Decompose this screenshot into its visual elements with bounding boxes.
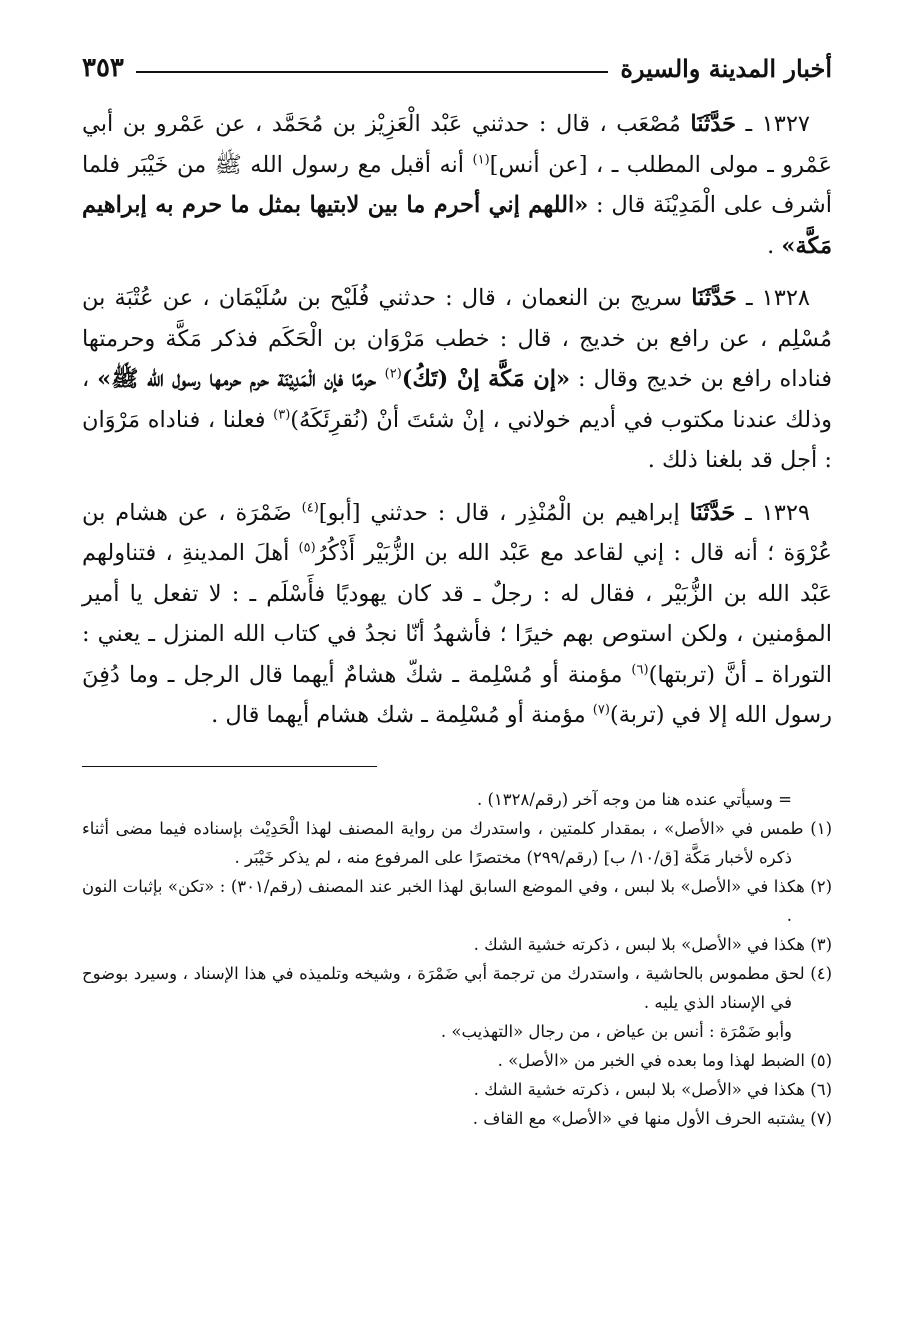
- footnote-item: (٢) هكذا في «الأصل» بلا لبس ، وفي الموضع السابق لهذا الخبر عند المصنف (رقم/٣٠١) : «تكن» بإثبات النون .: [82, 876, 833, 925]
- footnote-item: (١) طمس في «الأصل» ، بمقدار كلمتين ، واستدرك من رواية المصنف لهذا الْحَدِيْث بإسناده فيما مضى أثناء ذكره لأخبار مَكَّة [ق/١٠/ ب] (رقم/٢٩٩) مختصرًا على المرفوع منه ، لم يذكر خَيْبَر .: [82, 818, 832, 867]
- hadith-text: ضَمْرَة ، عن هشام بن عُرْوَة ؛ أنه قال : إني لقاعد مع عَبْد الله بن الزُّبَيْر أَذْكُرُ: [82, 499, 832, 566]
- hadith-text: مؤمنة أو مُسْلِمة ـ شكّ هشامٌ أيهما قال الرجل ـ وما دُفِنَ رسول الله إلا في (تربة): [82, 661, 832, 728]
- hadith-paragraph: ١٣٢٨ ـ حَدَّثَنَا سريج بن النعمان ، قال : حدثني فُلَيْح بن سُلَيْمَان ، عن عُتْبَة بن مُسْلِم ، عن رافع بن خديج ، قال : خطب مَرْوَان بن الْحَكَم فذكر مَكَّة وحرمتها فناداه رافع بن خديج وقال : «إن مَكَّة إنْ (تَكُ)$^{(٢)}$ حرمًا فإن الْمَدِيْنَة حرم حرمها رسول الله ﷺ» ، وذلك عندنا مكتوب في أديم خولاني ، إنْ شئتَ أنْ (نُقرِئَكَهُ)$^{(٣)}$ فعلنا ، فناداه مَرْوَان : أجل قد بلغنا ذلك .: [82, 285, 833, 473]
- hadith-lead-word: حَدَّثَنَا: [691, 285, 737, 311]
- hadith-paragraph: ١٣٢٧ ـ حَدَّثَنَا مُصْعَب ، قال : حدثني عَبْد الْعَزِيْز بن مُحَمَّد ، عن عَمْرو بن أبي عَمْرو ـ مولى المطلب ـ ، [عن أنس]$^{(١)}$ أنه أقبل مع رسول الله ﷺ من خَيْبَر فلما أشرف على الْمَدِيْنَة قال : «اللهم إني أحرم ما بين لابتيها بمثل ما حرم به إبراهيم مَكَّة» .: [82, 111, 833, 259]
- footnote-item: (٧) يشتبه الحرف الأول منها في «الأصل» مع القاف .: [472, 1108, 832, 1128]
- footnote-ref: (٣): [273, 407, 291, 422]
- footnote-item: (٣) هكذا في «الأصل» بلا لبس ، ذكرته خشية الشك .: [473, 934, 832, 954]
- main-text: [82, 104, 832, 736]
- hadith-text: فعلنا ، فناداه مَرْوَان : أجل قد بلغنا ذلك .: [82, 406, 832, 473]
- hadith-lead-word: حَدَّثَنَا: [690, 111, 736, 137]
- hadith-number: ١٣٢٨: [761, 285, 810, 311]
- footnotes: [82, 785, 832, 1133]
- footnote-separator: [82, 766, 377, 767]
- hadith-text: أهلَ المدينةِ ، فتناولهم عَبْد الله بن الزُّبَيْر ، فقال له : رجلٌ ـ قد كان يهوديًا فأَسْلَم ـ : لا تفعل يا أمير المؤمنين ، ولكن استوص بهم خيرًا ؛ فأشهدُ أنّا نجدُ في كتاب الله المنزل ـ يعني : التوراة ـ أنَّ (تربتها): [82, 540, 832, 688]
- hadith-text: إبراهيم بن الْمُنْذِر ، قال : حدثني [أبو]: [318, 499, 690, 526]
- hadith-text: أنه أقبل مع رسول الله ﷺ من خَيْبَر فلما أشرف على الْمَدِيْنَة قال :: [82, 151, 833, 218]
- footnote-ref: (٥): [298, 540, 316, 556]
- footnote-ref: (٧): [592, 702, 610, 718]
- hadith-quote: حرمًا فإن الْمَدِيْنَة حرم حرمها رسول الله ﷺ»: [97, 366, 385, 392]
- hadith-number: ١٣٢٩: [761, 499, 810, 526]
- footnote-item: (٦) هكذا في «الأصل» بلا لبس ، ذكرته خشية الشك .: [473, 1079, 832, 1099]
- hadith-text: .: [767, 232, 782, 259]
- hadith-text: مُصْعَب ، قال : حدثني عَبْد الْعَزِيْز بن مُحَمَّد ، عن عَمْرو بن أبي عَمْرو ـ مولى المطلب ـ ، [عن أنس]: [82, 111, 832, 178]
- footnote-item: (٥) الضبط لهذا وما بعده في الخبر من «الأصل» .: [497, 1050, 832, 1070]
- footnote-ref: (٢): [384, 366, 402, 382]
- header-rule: [136, 71, 608, 73]
- footnote-item: = وسيأتي عنده هنا من وجه آخر (رقم/١٣٢٨) .: [476, 789, 792, 809]
- hadith-quote: «اللهم إني أحرم ما بين لابتيها بمثل ما حرم به إبراهيم مَكَّة»: [82, 192, 832, 259]
- footnote-ref: (٦): [631, 662, 649, 677]
- hadith-text: ، وذلك عندنا مكتوب في أديم خولاني ، إنْ شئتَ أنْ (نُقرِئَكَهُ): [82, 366, 833, 433]
- page-header: [82, 40, 832, 96]
- hadith-paragraph: ١٣٢٩ ـ حَدَّثَنَا إبراهيم بن الْمُنْذِر ، قال : حدثني [أبو]$^{(٤)}$ ضَمْرَة ، عن هشام بن عُرْوَة ؛ أنه قال : إني لقاعد مع عَبْد الله بن الزُّبَيْر أَذْكُرُ$^{(٥)}$ أهلَ المدينةِ ، فتناولهم عَبْد الله بن الزُّبَيْر ، فقال له : رجلٌ ـ قد كان يهوديًا فأَسْلَم ـ : لا تفعل يا أمير المؤمنين ، ولكن استوص بهم خيرًا ؛ فأشهدُ أنّا نجدُ في كتاب الله المنزل ـ يعني : التوراة ـ أنَّ (تربتها)$^{(٦)}$ مؤمنة أو مُسْلِمة ـ شكّ هشامٌ أيهما قال الرجل ـ وما دُفِنَ رسول الله إلا في (تربة)$^{(٧)}$ مؤمنة أو مُسْلِمة ـ شك هشام أيهما قال .: [82, 499, 832, 728]
- footnote-ref: (٤): [301, 500, 319, 515]
- running-title: أخبار المدينة والسيرة: [620, 53, 832, 83]
- hadith-number: ١٣٢٧: [761, 111, 811, 137]
- footnote-ref: (١): [472, 152, 490, 167]
- hadith-text: مؤمنة أو مُسْلِمة ـ شك هشام أيهما قال .: [211, 702, 593, 728]
- hadith-quote: «إن مَكَّة إنْ (تَكُ): [401, 366, 571, 392]
- footnote-item: (٤) لحق مطموس بالحاشية ، واستدرك من ترجمة أبي ضَمْرَة ، وشيخه وتلميذه في هذا الإسناد ، وسيرد بوضوح في الإسناد الذي يليه .: [82, 963, 832, 1012]
- page-number: ٣٥٣: [82, 53, 124, 83]
- hadith-lead-word: حَدَّثَنَا: [689, 499, 736, 526]
- hadith-text: سريج بن النعمان ، قال : حدثني فُلَيْح بن سُلَيْمَان ، عن عُتْبَة بن مُسْلِم ، عن رافع بن خديج ، قال : خطب مَرْوَان بن الْحَكَم فذكر مَكَّة وحرمتها فناداه رافع بن خديج وقال :: [82, 285, 832, 392]
- footnote-item: وأبو ضَمْرَة : أنس بن عياض ، من رجال «التهذيب» .: [440, 1021, 792, 1041]
